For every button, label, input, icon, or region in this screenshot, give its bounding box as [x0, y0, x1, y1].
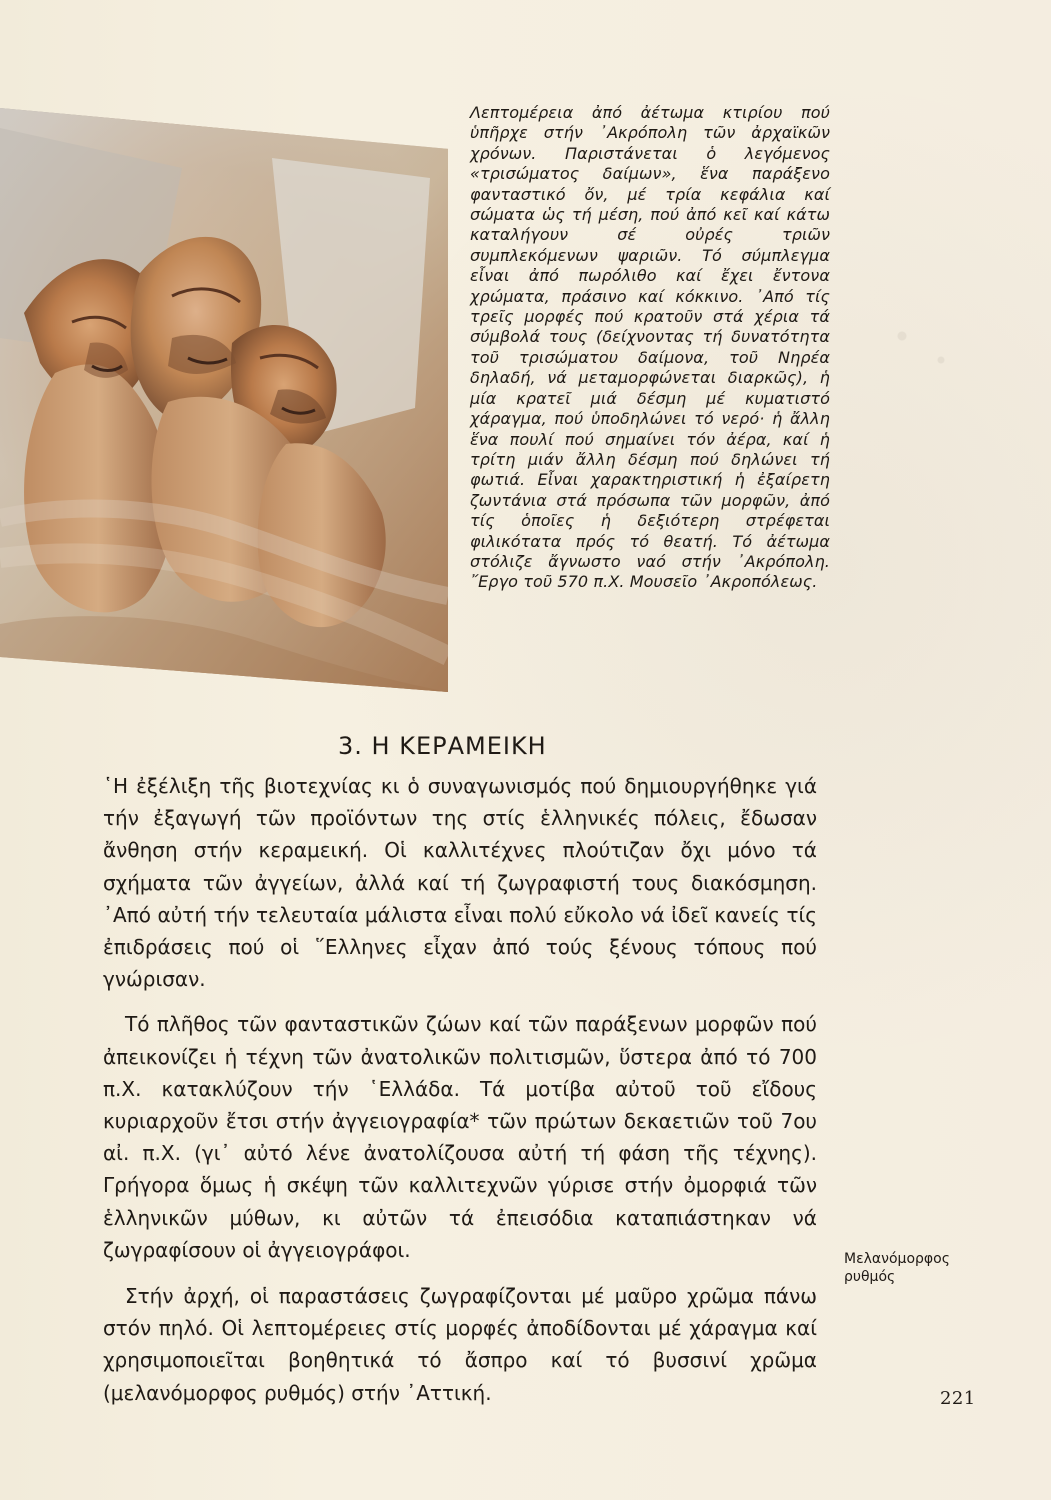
section-title: 3. Η ΚΕΡΑΜΕΙΚΗ — [338, 732, 547, 760]
paragraph-1: ῾Η ἐξέλιξη τῆς βιοτεχνίας κι ὁ συναγωνισμός πού δημιουργήθηκε γιά τήν ἐξαγωγή τῶν προϊόντων της στίς ἑλληνικές πόλεις, ἔδωσαν ἄνθηση στήν κεραμεική. Οἱ καλλιτέχνες πλούτιζαν ὄχι μόνο τά σχήματα τῶν ἀγγείων, ἀλλά καί τή ζωγραφιστή τους διακόσμηση. ᾿Από αὐτή τήν τελευταία μάλιστα εἶναι πολύ εὔκολο νά ἰδεῖ κανείς τίς ἐπιδράσεις πού οἱ ῞Ελληνες εἶχαν ἀπό τούς ξένους τόπους πού γνώρισαν. — [103, 774, 817, 992]
sculpture-image — [0, 108, 448, 692]
paragraph-2: Τό πλῆθος τῶν φανταστικῶν ζώων καί τῶν παράξενων μορφῶν πού ἀπεικονίζει ἡ τέχνη τῶν ἀνατολικῶν πολιτισμῶν, ὕστερα ἀπό τό 700 π.Χ. κατακλύζουν τήν ῾Ελλάδα. Τά μοτίβα αὐτοῦ τοῦ εἴδους κυριαρχοῦν ἔτσι στήν ἀγγειογραφία* τῶν πρώτων δεκαετιῶν τοῦ 7ου αἰ. π.Χ. (γι᾿ αὐτό λένε ἀνατολίζουσα αὐτή τή φάση τῆς τέχνης). Γρήγορα ὅμως ἡ σκέψη τῶν καλλιτεχνῶν γύρισε στήν ὀμορφιά τῶν ἑλληνικῶν μύθων, κι αὐτῶν τά ἐπεισόδια καταπιάστηκαν νά ζωγραφίσουν οἱ ἀγγειογράφοι. — [103, 1012, 817, 1262]
photo-caption: Λεπτομέρεια ἀπό ἀέτωμα κτιρίου πού ὑπῆρχε στήν ᾿Ακρόπολη τῶν ἀρχαϊκῶν χρόνων. Παριστάνεται ὁ λεγόμενος «τρισώματος δαίμων», ἕνα παράξενο φανταστικό ὄν, μέ τρία κεφάλια καί σώματα ὡς τή μέση, πού ἀπό κεῖ καί κάτω καταλήγουν σέ οὐρές τριῶν συμπλεκόμενων ψαριῶν. Τό σύμπλεγμα εἶναι ἀπό πωρόλιθο καί ἔχει ἔντονα χρώματα, πράσινο καί κόκκινο. ᾿Από τίς τρεῖς μορφές πού κρατοῦν στά χέρια τά σύμβολά τους (δείχνοντας τή δυνατότητα τοῦ τρισώματου δαίμονα, τοῦ Νηρέα δηλαδή, νά μεταμορφώνεται διαρκῶς), ἡ μία κρατεῖ μιά δέσμη μέ κυματιστό χάραγμα, πού ὑποδηλώνει τό νερό· ἡ ἄλλη ἕνα πουλί πού σημαίνει τόν ἀέρα, καί ἡ τρίτη μιάν ἄλλη δέσμη πού δηλώνει τή φωτιά. Εἶναι χαρακτηριστική ἡ ἐξαίρετη ζωντάνια στά πρόσωπα τῶν μορφῶν, ἀπό τίς ὁποῖες ἡ δεξιότερη στρέφεται φιλικότατα πρός τό θεατή. Τό ἀέτωμα στόλιζε ἄγνωστο ναό στήν ᾿Ακρόπολη. ῎Εργο τοῦ 570 π.Χ. Μουσεῖο ᾿Ακροπόλεως. — [470, 103, 830, 592]
background-ghosting — [863, 300, 993, 420]
relief-photo — [0, 108, 448, 692]
paragraph-3: Στήν ἀρχή, οἱ παραστάσεις ζωγραφίζονται μέ μαῦρο χρῶμα πάνω στόν πηλό. Οἱ λεπτομέρειες στίς μορφές ἀποδίδονται μέ χάραγμα καί χρησιμοποιεῖται βοηθητικά τό ἄσπρο καί τό βυσσινί χρῶμα (μελανόμορφος ρυθμός) στήν ᾿Αττική. — [103, 1284, 817, 1405]
main-text — [103, 770, 817, 1409]
page-number: 221 — [940, 1388, 976, 1409]
margin-note: Μελανόμορφος ρυθμός — [844, 1251, 950, 1285]
